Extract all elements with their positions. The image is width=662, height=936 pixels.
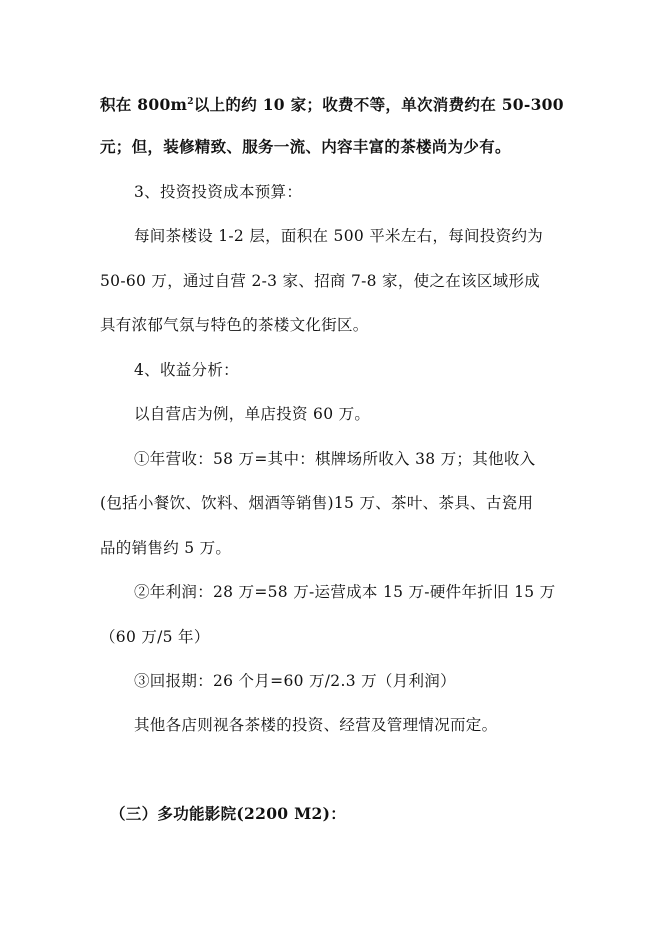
paragraph-line bbox=[100, 92, 564, 115]
superscript: 2 bbox=[187, 97, 194, 107]
list-item-line: ③回报期：26 个月=60 万/2.3 万（月利润） bbox=[134, 672, 456, 690]
section-heading: 4、收益分析： bbox=[134, 361, 239, 379]
text-run: 以上的约 10 家；收费不等，单次消费约在 50-300 bbox=[193, 95, 564, 114]
paragraph-line: 50-60 万，通过自营 2-3 家、招商 7-8 家，使之在该区域形成 bbox=[100, 272, 541, 290]
paragraph-line: 以自营店为例，单店投资 60 万。 bbox=[134, 405, 371, 423]
list-item-line: 品的销售约 5 万。 bbox=[100, 539, 232, 557]
section-heading: （三）多功能影院(2200 M2)： bbox=[110, 804, 347, 823]
section-heading: 3、投资投资成本预算： bbox=[134, 183, 303, 201]
paragraph-line: 每间茶楼设 1-2 层，面积在 500 平米左右，每间投资约为 bbox=[134, 227, 544, 245]
list-item-line: （60 万/5 年） bbox=[100, 628, 210, 646]
list-item-line: ②年利润：28 万=58 万-运营成本 15 万-硬件年折旧 15 万 bbox=[134, 583, 556, 601]
list-item-line: ①年营收：58 万=其中：棋牌场所收入 38 万；其他收入 bbox=[134, 450, 536, 468]
list-item-line: (包括小餐饮、饮料、烟酒等销售)15 万、茶叶、茶具、古瓷用 bbox=[100, 494, 534, 512]
paragraph-line: 其他各店则视各茶楼的投资、经营及管理情况而定。 bbox=[134, 716, 498, 734]
paragraph-line: 元；但，装修精致、服务一流、内容丰富的茶楼尚为少有。 bbox=[100, 137, 511, 156]
text-run: 积在 800m bbox=[100, 95, 188, 114]
paragraph-line: 具有浓郁气氛与特色的茶楼文化街区。 bbox=[100, 316, 369, 334]
